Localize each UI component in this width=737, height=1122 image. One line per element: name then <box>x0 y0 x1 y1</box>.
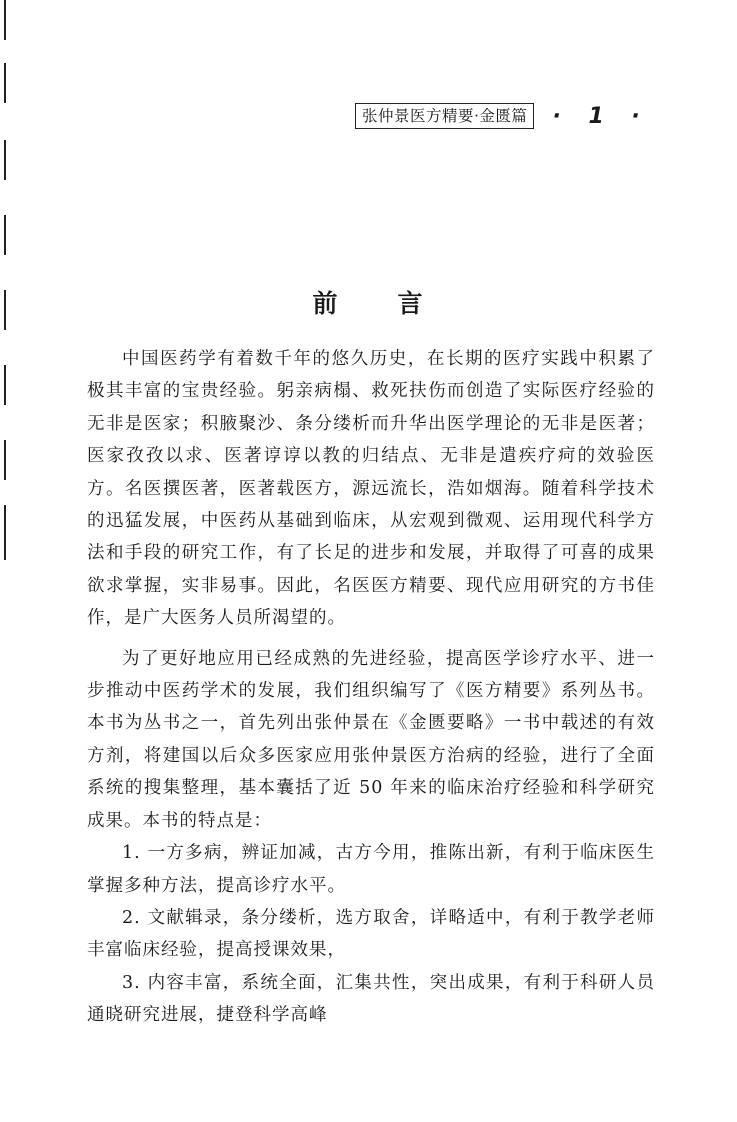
paragraph: 中国医药学有着数千年的悠久历史，在长期的医疗实践中积累了极其丰富的宝贵经验。躬亲病榻、救死扶伤而创造了实际医疗经验的无非是医家；积腋聚沙、条分缕析而升华出医学理论的无非是医著；医家孜孜以求、医著谆谆以教的归结点、无非是遣疾疗疴的效验医方。名医撰医著，医著载医方，源远流长，浩如烟海。随着科学技术的迅猛发展，中医药从基础到临床，从宏观到微观、运用现代科学方法和手段的研究工作，有了长足的进步和发展，并取得了可喜的成果 欲求掌握，实非易事。因此，名医医方精要、现代应用研究的方书佳作，是广大医务人员所渴望的。 <box>87 349 655 629</box>
page-number: · 1 · <box>552 103 650 129</box>
paragraph: 为了更好地应用已经成熟的先进经验，提高医学诊疗水平、进一步推动中医药学术的发展，我们组织编写了《医方精要》系列丛书。本书为丛书之一，首先列出张仲景在《金匮要略》一书中载述的有效方剂，将建国以后众多医家应用张仲景医方治病的经验，进行了全面系统的搜集整理，基本囊括了近 50 年来的临床治疗经验和科学研究成果。本书的特点是： <box>87 648 655 831</box>
title-char-right: 言 <box>397 289 425 318</box>
running-header <box>355 103 650 129</box>
section-title <box>0 284 737 320</box>
scan-edge-mark <box>4 505 6 560</box>
title-char-left: 前 <box>312 289 340 318</box>
scan-edge-mark <box>4 440 6 480</box>
scan-edge-mark <box>4 0 6 40</box>
scan-edge-mark <box>4 365 6 405</box>
body-text <box>87 343 655 1032</box>
scan-edge-mark <box>4 140 6 180</box>
paragraph: 2. 文献辑录，条分缕析，选方取舍，详略适中，有利于教学老师丰富临床经验，提高授课效果， <box>87 907 655 961</box>
paragraph: 3. 内容丰富，系统全面，汇集共性，突出成果，有利于科研人员通晓研究进展，捷登科学高峰 <box>87 972 655 1026</box>
paragraph: 1. 一方多病，辨证加减，古方今用，推陈出新，有利于临床医生掌握多种方法，提高诊疗水平。 <box>87 843 655 896</box>
scan-edge-mark <box>4 215 6 255</box>
series-title: 张仲景医方精要·金匮篇 <box>355 103 534 129</box>
scan-edge-mark <box>4 63 6 103</box>
